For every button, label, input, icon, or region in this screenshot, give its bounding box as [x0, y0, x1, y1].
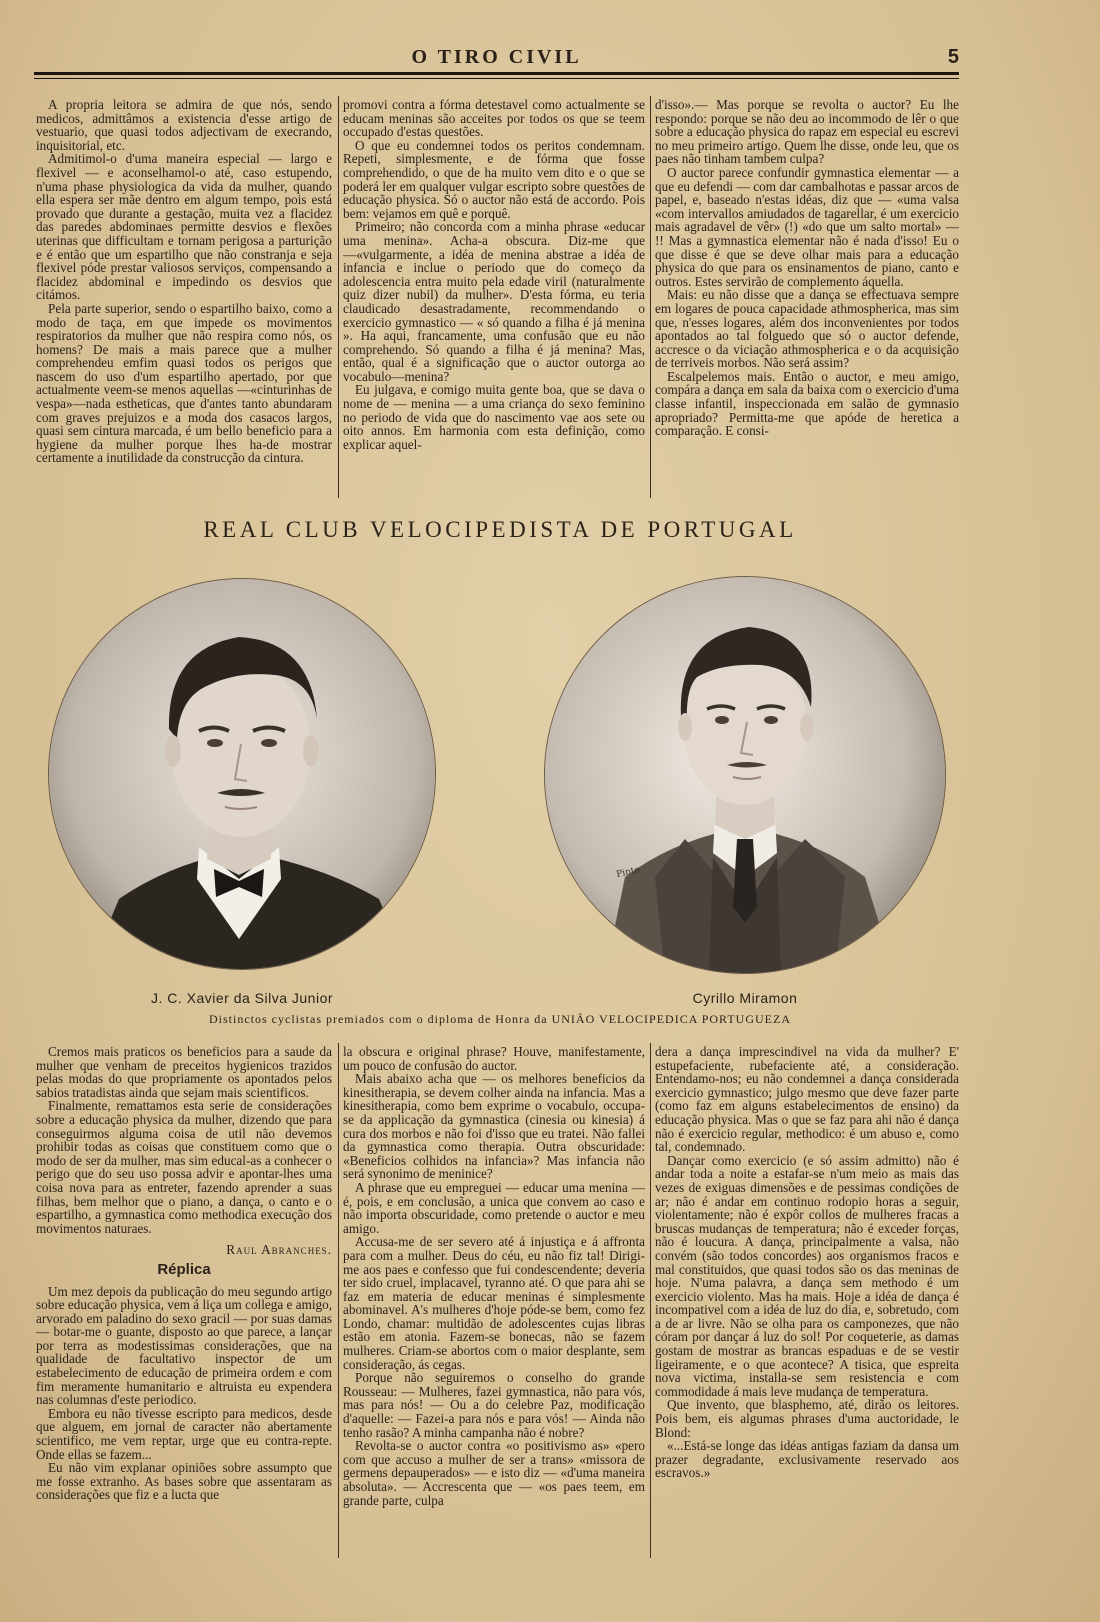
paragraph: Mais: eu não disse que a dança se effectuava sempre em logares de pouca capacidade athmospherica, mas sim que, n'esses logares, além dos inconvenientes por todos apontados ao tal folguedo que só o auctor defende, accresce o da viciação athmospherica e o da acquisição de terriveis morbos. Não será assim? — [655, 287, 959, 371]
column-divider — [650, 1043, 651, 1558]
feature-subcaption: Distinctos cyclistas premiados com o diploma de Honra da UNIÃO VELOCIPEDICA PORTUGUEZA — [209, 1012, 791, 1026]
paragraph: Admitimol-o d'uma maneira especial — largo e flexivel — e aconselhamol-o até, caso estupendo, n'uma phase physiologica da vida da mulher, quando ella espera ser mãe dentro em algum tempo, pois está provado que durante a gestação, muita vez a flacidez das paredes abdominaes permitte desvios e flexões uterinas que difficultam e tornam perigosa a parturição e é então que um espartilho que não constranja e seja flexivel póde prestar valiosos serviços, compensando a flacidez abdominal e impedindo os desvios que citámos. — [36, 151, 332, 303]
page-header — [34, 44, 959, 86]
paragraph: Dançar como exercicio (e só assim admitto) não é andar toda a noite a estafar-se n'um meio as mais das vezes de exiguas dimensões e de pessimas condições de ar; não é andar em continuo rodopio horas a seguir, violentamente; não é expôr collos de mulheres fracas a bruscas mudanças de temperatura; não é exceder forças, não é loucura. A dança, principalmente a valsa, não convém (são todos concordes) aos organismos fracos e mal constituidos, que quasi todos são os das meninas de hoje. N'uma palavra, a dança sem methodo é um exercicio violento. Mas ha mais. Hoje a idéa de dança é incompativel com a idéa de luz do dia, e, sobretudo, com a de ar livre. Não se olha para os camponezes, que não córam por dançar á luz do sol! Por coqueterie, as damas gostam de mostrar as brancas espaduas e de se vestir ligeiramente, e o que acontece? A tisica, que espreita nova victima, installa-se sem resistencia e com commodidade á mais leve mudança de temperatura. — [655, 1152, 959, 1399]
paragraph: O auctor parece confundir gymnastica elementar — a que eu defendi — com dar cambalhotas e passar arcos de papel, e, baseado n'estas idéas, diz que — «uma valsa «com intervallos amiudados de tagarellar, é um exercicio mais agradavel de vêr» (!) «do que um salto mortal» — !! Mas a gymnastica elementar não é nada d'isso! Eu o que disse é que se deve olhar mais para a educação physica do que para os ensinamentos de piano, canto e outros. Estes servirão de complemento áquella. — [655, 164, 959, 289]
feature-title: REAL CLUB VELOCIPEDISTA DE PORTUGAL — [203, 517, 797, 542]
paragraph: Eu não vim explanar opiniões sobre assumpto que me fosse extranho. As bases sobre que assentaram as considerações que fiz e a lucta que — [36, 1460, 332, 1503]
portrait-right — [544, 576, 946, 974]
caption-left: J. C. Xavier da Silva Junior — [150, 990, 334, 1006]
portrait-right-illustration — [545, 577, 946, 974]
bottom-column-3 — [655, 1045, 959, 1565]
paragraph: Cremos mais praticos os beneficios para a saude da mulher que venham de preceitos hygienicos trazidos pelas modas do que propriamente os apontados pelos sabios tratadistas ainda que sejam mais scientificos. — [36, 1045, 332, 1100]
page-number: 5 — [947, 46, 959, 68]
portrait-left-illustration — [49, 579, 436, 970]
top-column-2 — [343, 98, 645, 498]
top-column-1 — [36, 98, 332, 498]
bottom-column-1 — [36, 1045, 332, 1565]
paragraph: Revolta-se o auctor contra «o positivismo as» «pero com que accuso a mulher de ser a trans» «missora de germens depauperados» — e isto diz — «d'uma maneira absoluta». — Accrescenta que — «os paes teem, em grande parte, culpa — [343, 1438, 645, 1508]
paragraph: Um mez depois da publicação do meu segundo artigo sobre educação physica, vem á liça um collega e amigo, arvorado em paladino do sexo gracil — por suas damas — botar-me o guante, disposto ao que parece, a lançar por terra as modestissimas considerações, que na qualidade de facultativo inspector de um estabelecimento de educação de primeira ordem e com fim meramente humanitario e altruista eu expendera nas columnas d'este periodico. — [36, 1283, 332, 1408]
column-divider — [650, 96, 651, 498]
paragraph: Pela parte superior, sendo o espartilho baixo, como a modo de taça, em que impede os movimentos respiratorios da mulher que não respira como nós, os homens? De mais a mais parece que a mulher comprehendeu emfim quasi todos os perigos que nascem do uso d'um espartilho apertado, por que actualmente veem-se menos aquellas —«cinturinhas de vespa»—nada estheticas, que d'antes tanto abundaram com graves prejuizos e a moda dos casacos largos, quasi sem cintura marcada, é um bello beneficio para a hygiene da mulher porque lhes ha-de mostrar certamente a inutilidade da construcção da cintura. — [36, 300, 332, 466]
column-divider — [338, 96, 339, 498]
newspaper-title: O TIRO CIVIL — [411, 46, 582, 68]
paragraph: Porque não seguiremos o conselho do grande Rousseau: — Mulheres, fazei gymnastica, não para vós, mas para nós! — Ou a do celebre Paz, modificação d'aquelle: — Fazei-a para nós e para vós! — Ainda não tenho rasão? A minha campanha não é nobre? — [343, 1370, 645, 1440]
paragraph: Que invento, que blasphemo, até, dirão os leitores. Pois bem, eis algumas phrases d'uma auctoridade, le Blond: — [655, 1397, 959, 1440]
top-column-3 — [655, 98, 959, 498]
paragraph: Mais abaixo acha que — os melhores beneficios da kinesitherapia, se devem colher ainda na infancia. Mas a kinesitherapia, como bem exprime o vocabulo, occupa-se da applicação da gymnastica (cinesia ou kinesia) á cura dos morbos e não foi d'isso que eu tratei. Não fallei da gymnastica como therapia. Outra obscuridade: «Beneficios colhidos na infancia»? Mas infancia não será synonimo de meninice? — [343, 1071, 645, 1182]
column-divider — [338, 1043, 339, 1558]
paragraph: Finalmente, remattamos esta serie de considerações sobre a educação physica da mulher, dizendo que para conseguirmos alguma coisa de util não devemos prohibir todas as coisas que constituem como que o modo de ser da mulher, mas sim educal-as a conhecer o perigo que do seu uso possa advir e apontar-lhes uma coisa nova para as entreter, fazendo aprender a suas filhas, bem melhor que o piano, a dança, o canto e o espartilho, a gymnastica como methodica execução dos movimentos naturaes. — [36, 1098, 332, 1236]
paragraph: A phrase que eu empreguei — educar uma menina — é, pois, e em conclusão, a unica que convem ao caso e não importa obscuridade, como pretende o auctor e meu amigo. — [343, 1179, 645, 1236]
paragraph: d'isso».— Mas porque se revolta o auctor? Eu lhe respondo: porque se não deu ao incommodo de lêr o que sobre a educação physica do rapaz em especial eu escrevi no meu primeiro artigo. Quem lhe disse, onde leu, que os paes não tinham tambem culpa? — [655, 98, 959, 167]
paragraph: la obscura e original phrase? Houve, manifestamente, um pouco de confusão do auctor. — [343, 1045, 645, 1073]
paragraph: A propria leitora se admira de que nós, sendo medicos, admittâmos a existencia d'esse artigo de vestuario, que quasi todos adjectivam de execrando, inquisitorial, etc. — [36, 98, 332, 153]
portrait-left — [48, 578, 436, 970]
paragraph: «...Está-se longe das idéas antigas faziam da dansa um prazer degradante, exclusivamente reservado aos escravos.» — [655, 1438, 959, 1481]
paragraph: Embora eu não tivesse escripto para medicos, desde que alguem, em jornal de caracter não abertamente scientifico, me vem reptar, urge que eu contra-repte. Onde ellas se fazem... — [36, 1405, 332, 1462]
paragraph: Eu julgava, e comigo muita gente boa, que se dava o nome de — menina — a uma criança do sexo feminino no periodo de vida que do nascimento vae aos sete ou oito annos. Em harmonia com esta definição, como explicar aquel- — [343, 382, 645, 452]
paragraph: O que eu condemnei todos os peritos condemnam. Repeti, simplesmente, e de fórma que fosse comprehendido, o que de ha muito vem dito e o que se poderá ler em qualquer vulgar escripto sobre questões de educação physica. Só o auctor não está de accordo. Pois bem: vejamos em quê e porquê. — [343, 137, 645, 221]
paragraph: Escalpelemos mais. Então o auctor, e meu amigo, compára a dança em sala da baixa com o exercicio d'uma classe infantil, inspeccionada em salão de gymnasio apropriado? Permitta-me que apóde de heretica a comparação. E consi- — [655, 368, 959, 439]
paragraph: Primeiro; não concorda com a minha phrase «educar uma menina». Acha-a obscura. Diz-me que—«vulgarmente, a idéa de menina abstrae a idéa de infancia e inclue o periodo que do começo da adolescencia entra muito pela edade viril (naturalmente quiz dizer nubil) da mulher». D'esta fórma, eu teria claudicado desastradamente, recommendando o exercicio gymnastico — « só quando a filha é já menina ». Ha aqui, francamente, uma confusão que eu não comprehendo. Só quando a filha é já menina? Mas, então, qual é a significação que o auctor outorga ao vocabulo—menina? — [343, 219, 645, 384]
header-rule-thick — [34, 72, 959, 75]
caption-right: Cyrillo Miramon — [692, 990, 798, 1006]
engraver-signature: Pinto — [615, 865, 641, 880]
section-heading-replica: Réplica — [157, 1260, 211, 1278]
paragraph: dera a dança imprescindivel na vida da mulher? E' estupefaciente, rubefaciente até, a consideração. Entendamo-nos; eu não condemnei a dança considerada exercicio gymnastico; julgo mesmo que deve fazer parte (como faz em alguns estabelecimentos de ensino) da educação physica. Mas o que se faz para ahi não é dança não é exercicio regular, methodico: é um abuso e, como tal, condemnado. — [655, 1045, 959, 1155]
paragraph: promovi contra a fórma detestavel como actualmente se educam meninas são acceites por todos os que se teem occupado d'estas questões. — [343, 98, 645, 140]
author-signature: Raul Abranches. — [226, 1242, 332, 1258]
header-rule-thin — [34, 78, 959, 79]
paragraph: Accusa-me de ser severo até á injustiça e á affronta para com a mulher. Deus do céu, eu não fiz tal! Dirigi-me aos paes e confesso que fui condescendente; deveria ter sido cruel, implacavel, tyranno até. O que para ahi se faz em materia de educar meninas é simplesmente abominavel. A's mulheres d'hoje póde-se bem, como fez Londo, chamar: multidão de adolescentes cujas libras estão em atonia. Fazem-se bonecas, não se fazem mulheres. Criam-se abortos com o maior desplante, sem consideração, ás cegas. — [343, 1234, 645, 1372]
bottom-column-2 — [343, 1045, 645, 1565]
